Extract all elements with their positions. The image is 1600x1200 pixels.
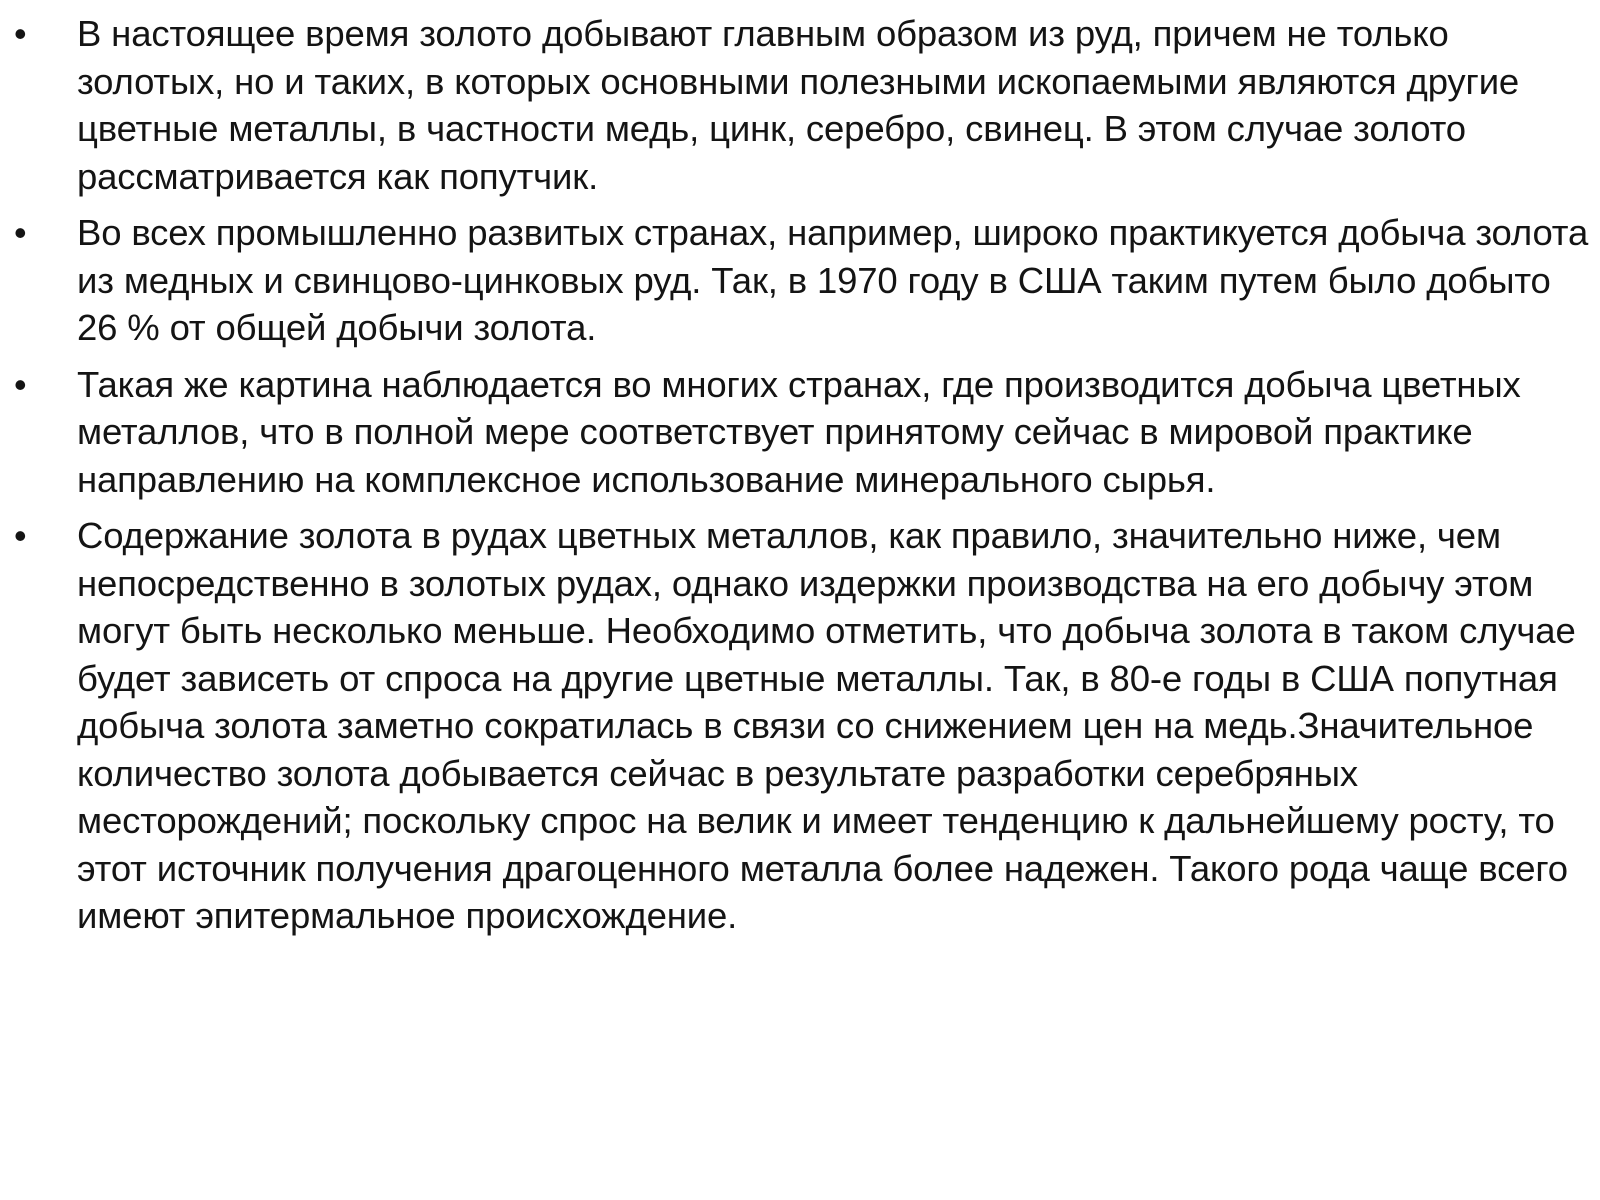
bullet-item-4 — [0, 512, 1600, 940]
bullet-item-1 — [0, 10, 1600, 200]
slide-body — [0, 10, 1600, 949]
bullet-item-2 — [0, 209, 1600, 352]
bullet-list — [0, 10, 1600, 940]
bullet-text-1: В настоящее время золото добывают главным образом из руд, причем не только золотых, но и таких, в которых основными полезными ископаемыми являются другие цветные металлы, в частности медь, цинк, серебро, свинец. В этом случае золото рассматривается как попутчик. — [77, 13, 1520, 197]
bullet-icon: • — [14, 212, 27, 253]
bullet-icon: • — [14, 515, 27, 556]
bullet-text-4: Содержание золота в рудах цветных металлов, как правило, значительно ниже, чем непосредственно в золотых рудах, однако издержки производства на его добычу этом могут быть несколько меньше. Необходимо отметить, что добыча золота в таком случае будет зависеть от спроса на другие цветные металлы. Так, в 80-е годы в США попутная добыча золота заметно сократилась в связи со снижением цен на медь.Значительное количество золота добывается сейчас в результате разработки серебряных месторождений; поскольку спрос на велик и имеет тенденцию к дальнейшему росту, то этот источник получения драгоценного металла более надежен. Такого рода чаще всего имеют эпитермальное происхождение. — [77, 515, 1576, 936]
bullet-icon: • — [14, 363, 27, 405]
bullet-icon: • — [14, 13, 27, 54]
bullet-text-2: Во всех промышленно развитых странах, например, широко практикуется добыча золота из медных и свинцово-цинковых руд. Так, в 1970 году в США таким путем было добыто 26 % от общей добычи золота. — [77, 212, 1589, 348]
bullet-text-3: Такая же картина наблюдается во многих странах, где производится добыча цветных металлов, что в полной мере соответствует принятому сейчас в мировой практике направлению на комплексное использование минерального сырья. — [77, 363, 1521, 500]
bullet-item-3 — [0, 361, 1600, 504]
